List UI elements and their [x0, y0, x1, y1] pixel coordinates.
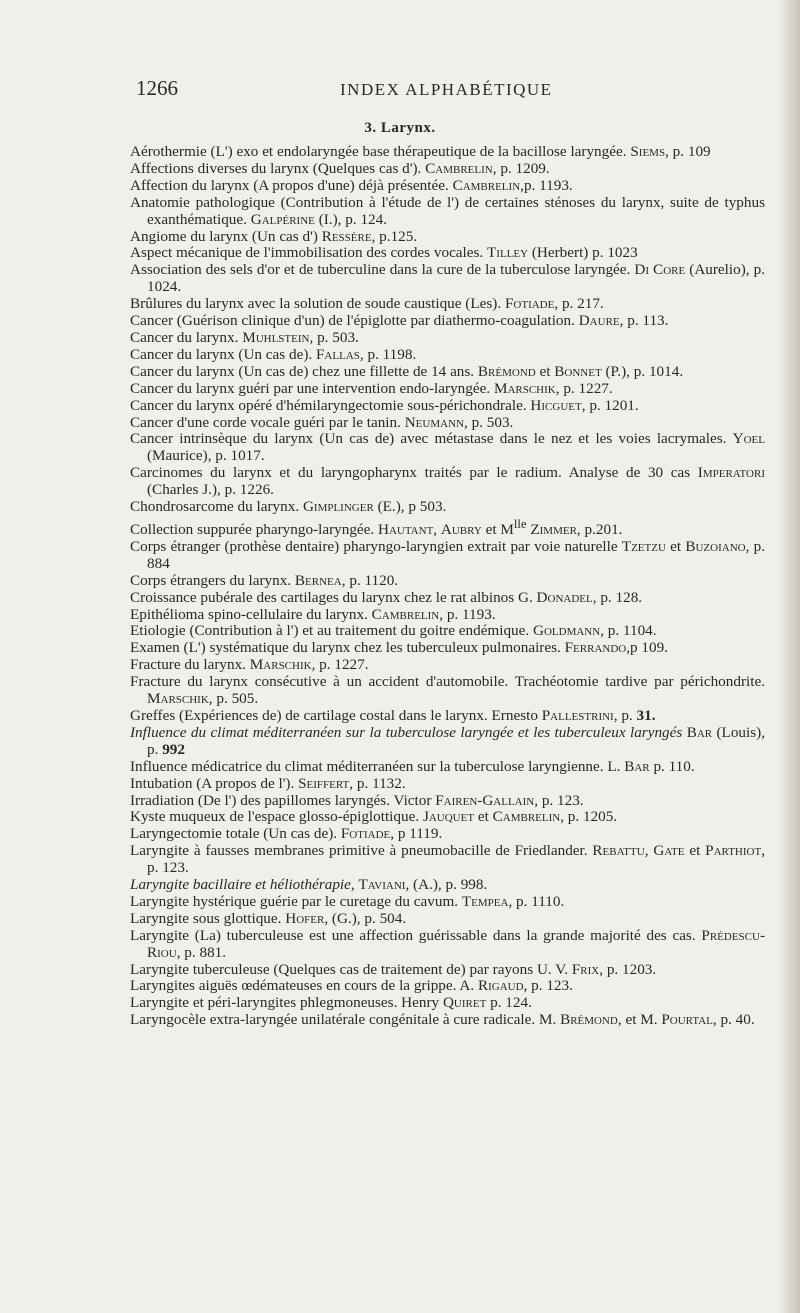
- index-entry: [130, 516, 765, 539]
- entry-text: (P.), p. 1014.: [601, 362, 684, 380]
- entry-text: (Charles J.), p. 1226.: [147, 481, 274, 499]
- entry-text: , p. 1193.: [439, 605, 496, 623]
- index-entry: [130, 793, 765, 810]
- page-number: 1266: [136, 76, 178, 100]
- entry-text: Laryngite à fausses membranes primitive à pneumobacille de Friedlander.: [130, 842, 593, 860]
- entry-text: , p. 503.: [309, 328, 359, 346]
- entry-text: Laryngites aiguës œdémateuses en cours de la grippe. A.: [130, 977, 478, 995]
- index-entry: [130, 623, 765, 640]
- entry-text: , p. 1104.: [600, 622, 657, 640]
- author-name: Cambrelin: [371, 605, 440, 623]
- index-entry: [130, 195, 765, 229]
- entry-text: Anatomie pathologique (Contribution à l'étude de l') de certaines sténoses du larynx, suite de typhus exanthématique.: [130, 193, 765, 228]
- entry-text: Aspect mécanique de l'immobilisation des cordes vocales.: [130, 244, 488, 262]
- index-entry: [130, 607, 765, 624]
- index-entry: [130, 573, 765, 590]
- index-entry: [130, 995, 765, 1012]
- author-name: Daure: [578, 312, 620, 330]
- entry-text: Cancer du larynx opéré d'hémilaryngectomie sous-périchondrale.: [130, 396, 531, 414]
- author-name: Frix: [571, 960, 600, 978]
- entry-text: Etiologie (Contribution à l') et au traitement du goitre endémique.: [130, 622, 533, 640]
- entry-text: , p. 1110.: [508, 892, 565, 910]
- author-name: Fotiade: [340, 825, 391, 843]
- author-name: Tempea: [461, 892, 509, 910]
- author-name: Marschik: [147, 690, 209, 708]
- index-entry: [130, 431, 765, 465]
- author-name: Tilley: [487, 244, 529, 262]
- entry-text: Cancer du larynx (Un cas de) chez une fillette de 14 ans.: [130, 362, 478, 380]
- author-name: Gimplinger: [302, 498, 374, 516]
- entry-text: ,: [644, 842, 654, 860]
- index-entry: [130, 539, 765, 573]
- author-name: Ressère: [321, 227, 372, 245]
- index-entry: [130, 962, 765, 979]
- entry-text: (I.), p. 124.: [314, 210, 388, 228]
- entry-text: Influence du climat méditerranéen sur la tuberculose laryngée et les tuberculeux laryngés: [130, 723, 683, 741]
- entry-text: Collection suppurée pharyngo-laryngée.: [130, 521, 378, 538]
- author-name: Muhlstein: [242, 328, 310, 346]
- author-name: Hautant: [377, 521, 434, 538]
- entry-text: ,p. 1193.: [520, 176, 573, 194]
- entry-text: Corps étrangers du larynx.: [130, 571, 295, 589]
- index-entry: [130, 161, 765, 178]
- entry-text: , p. 1205.: [560, 808, 618, 826]
- entry-text: (Maurice), p. 1017.: [147, 447, 265, 465]
- entry-text: , p. 1227.: [311, 656, 369, 674]
- author-name: Bar: [686, 723, 713, 741]
- entry-text: , (G.), p. 504.: [324, 909, 407, 927]
- author-name: Gate: [653, 842, 685, 860]
- author-name: Galpérine: [250, 210, 315, 228]
- entry-text: , p. 505.: [208, 690, 259, 708]
- index-entry: [130, 978, 765, 995]
- author-name: Brémond: [477, 362, 536, 380]
- page-edge-shadow: [778, 0, 800, 1313]
- author-name: Yoel: [732, 430, 765, 448]
- entry-text: Cancer du larynx (Un cas de).: [130, 345, 316, 363]
- entry-text: p. 110.: [649, 757, 695, 775]
- entry-text: Brûlures du larynx avec la solution de soude caustique (Les).: [130, 295, 505, 313]
- entry-text: (Herbert) p. 1023: [528, 244, 638, 262]
- index-entry: [130, 262, 765, 296]
- entry-text: Epithélioma spino-cellulaire du larynx.: [130, 605, 372, 623]
- entry-text: Affection du larynx (A propos d'une) déjà présentée.: [130, 176, 453, 194]
- page-header: [136, 76, 766, 102]
- index-entry: [130, 144, 765, 161]
- entry-text: p. 124.: [486, 994, 532, 1012]
- entry-text: 992: [162, 740, 185, 758]
- index-entry: [130, 381, 765, 398]
- index-entry: [130, 313, 765, 330]
- entry-text: , p. 503.: [463, 413, 514, 431]
- entry-text: , p. 1120.: [341, 571, 399, 589]
- entry-text: , p. 123.: [147, 842, 765, 877]
- entry-text: Examen (L') systématique du larynx chez les tuberculeux pulmonaires.: [130, 639, 565, 657]
- author-name: Pourtal: [661, 1011, 713, 1029]
- author-name: Seiffert: [298, 774, 350, 792]
- index-entry: [130, 674, 765, 708]
- author-name: Cambrelin: [492, 808, 561, 826]
- index-entry: [130, 708, 765, 725]
- entry-text: (Louis), p.: [147, 723, 765, 758]
- entry-text: Carcinomes du larynx et du laryngopharynx traités par le radium. Analyse de 30 cas: [130, 464, 698, 482]
- author-name: Prédescu-Riou: [147, 926, 765, 961]
- author-name: Cambrelin: [425, 159, 493, 177]
- entry-text: , p. 113.: [619, 312, 669, 330]
- entry-text: et: [474, 808, 493, 826]
- entry-text: Laryngocèle extra-laryngée unilatérale congénitale à cure radicale. M.: [130, 1011, 561, 1029]
- index-entry: [130, 725, 765, 759]
- index-entry: [130, 759, 765, 776]
- author-name: Hofer: [285, 909, 325, 927]
- entry-text: , p. 123.: [523, 977, 573, 995]
- entry-text: Cancer d'une corde vocale guéri par le tanin.: [130, 413, 405, 431]
- author-name: Neumann: [404, 413, 464, 431]
- entry-text: et: [665, 537, 686, 555]
- index-entry: [130, 465, 765, 499]
- index-entry: [130, 1012, 765, 1029]
- entry-text: et: [684, 842, 706, 860]
- entry-text: Laryngite sous glottique.: [130, 909, 286, 927]
- entry-text: , p. 1227.: [555, 379, 613, 397]
- entry-text: Laryngectomie totale (Un cas de).: [130, 825, 341, 843]
- entry-text: , p. 1132.: [349, 774, 406, 792]
- index-entry: [130, 330, 765, 347]
- entry-text: Irradiation (De l') des papillomes laryngés. Victor: [130, 791, 436, 809]
- entry-text: Croissance pubérale des cartilages du larynx chez le rat albinos G.: [130, 588, 537, 606]
- entry-text: , (A.), p. 998.: [405, 876, 488, 894]
- author-name: Ferrando: [564, 639, 627, 657]
- index-entry: [130, 398, 765, 415]
- entry-text: , p 1119.: [390, 825, 443, 843]
- entry-text: , p. 1198.: [359, 345, 417, 363]
- index-entry: [130, 364, 765, 381]
- running-title: INDEX ALPHABÉTIQUE: [340, 80, 553, 99]
- index-entry: [130, 347, 765, 364]
- entry-text: Fracture du larynx.: [130, 656, 250, 674]
- author-name: Bonnet: [554, 362, 602, 380]
- entry-text: (E.), p 503.: [373, 498, 447, 516]
- entry-text: , p. 123.: [534, 791, 584, 809]
- entry-text: , p. 217.: [554, 295, 604, 313]
- entry-text: Association des sels d'or et de tuberculine dans la cure de la tuberculose laryngée.: [130, 261, 635, 279]
- author-name: Pallestrini: [541, 706, 614, 724]
- index-entry: [130, 245, 765, 262]
- entry-text: Chondrosarcome du larynx.: [130, 498, 303, 516]
- index-entry: [130, 877, 765, 894]
- entry-text: Influence médicatrice du climat méditerranéen sur la tuberculose laryngienne. L.: [130, 757, 625, 775]
- author-name: Fallas: [315, 345, 360, 363]
- author-name: Brémond: [560, 1011, 618, 1029]
- author-name: Donadel: [536, 588, 593, 606]
- author-name: Bar: [624, 757, 650, 775]
- entry-text: , et M.: [617, 1011, 662, 1029]
- entry-text: , p.201.: [576, 521, 623, 538]
- author-name: Rigaud: [477, 977, 524, 995]
- entry-text: Aérothermie (L') exo et endolaryngée base thérapeutique de la bacillose laryngée.: [130, 143, 631, 160]
- author-name: Parthiot: [705, 842, 762, 860]
- entry-text: , p. 109: [665, 143, 711, 160]
- entry-text: , p. 1209.: [492, 159, 550, 177]
- entry-text: Intubation (A propos de l').: [130, 774, 299, 792]
- author-name: Quiret: [442, 994, 487, 1012]
- entry-text: Laryngite (La) tuberculeuse est une affection guérissable dans la grande majorité des cas.: [130, 926, 702, 944]
- entry-text: , p.: [613, 706, 637, 724]
- index-entry: [130, 415, 765, 432]
- entry-text: , p.125.: [371, 227, 418, 245]
- author-name: Tzetzu: [621, 537, 666, 555]
- entry-text: Affections diverses du larynx (Quelques cas d').: [130, 159, 426, 177]
- author-name: Siems: [630, 143, 666, 160]
- author-name: Imperatori: [697, 464, 765, 482]
- index-entry: [130, 590, 765, 607]
- author-name: Aubry: [440, 521, 482, 538]
- entry-text: Cancer du larynx.: [130, 328, 243, 346]
- index-entry: [130, 928, 765, 962]
- author-name: Marschik: [249, 656, 312, 674]
- author-name: Jauquet: [422, 808, 475, 826]
- index-entry: [130, 894, 765, 911]
- index-entry: [130, 229, 765, 246]
- author-name: Rebattu: [592, 842, 645, 860]
- author-name: Marschik: [493, 379, 556, 397]
- index-entry: [130, 843, 765, 877]
- entry-text: Kyste muqueux de l'espace glosso-épiglottique.: [130, 808, 423, 826]
- index-entry: [130, 296, 765, 313]
- author-name: Taviani: [358, 876, 406, 894]
- author-name: Goldmann: [533, 622, 601, 640]
- index-entry: [130, 640, 765, 657]
- author-name: Bernea: [294, 571, 342, 589]
- entry-text: et M: [481, 521, 514, 538]
- index-entry: [130, 499, 765, 516]
- entry-text: Laryngite hystérique guérie par le curetage du cavum.: [130, 892, 462, 910]
- author-name: Di Core: [634, 261, 686, 279]
- entry-text: , p. 1201.: [581, 396, 639, 414]
- entry-text: Cancer intrinsèque du larynx (Un cas de) avec métastase dans le nez et les voies lacrymales.: [130, 430, 733, 448]
- entry-text: Cancer du larynx guéri par une intervention endo-laryngée.: [130, 379, 494, 397]
- entry-text: ,: [433, 521, 441, 538]
- author-name: Fairen-Gallain: [435, 791, 535, 809]
- index-entry: [130, 776, 765, 793]
- entry-text: , p. 1203.: [599, 960, 657, 978]
- section-title: 3. Larynx.: [364, 120, 436, 136]
- entry-text: ,p 109.: [626, 639, 668, 657]
- entry-text: Greffes (Expériences de) de cartilage costal dans le larynx. Ernesto: [130, 706, 542, 724]
- entry-text: Laryngite et péri-laryngites phlegmoneuses. Henry: [130, 994, 443, 1012]
- author-name: Fotiade: [504, 295, 555, 313]
- entry-text: , p. 884: [147, 537, 765, 572]
- entry-text: Cancer (Guérison clinique d'un) de l'épiglotte par diathermo-coagulation.: [130, 312, 579, 330]
- entry-text: , p. 40.: [712, 1011, 755, 1029]
- entry-text: , p. 881.: [176, 943, 227, 961]
- entry-text: (Aurelio), p. 1024.: [147, 261, 766, 296]
- entry-text: Angiome du larynx (Un cas d'): [130, 227, 322, 245]
- entry-text: Fracture du larynx consécutive à un accident d'automobile. Trachéotomie tardive par périchondrite.: [130, 673, 765, 691]
- entry-text: Corps étranger (prothèse dentaire) pharyngo-laryngien extrait par voie naturelle: [130, 537, 622, 555]
- author-name: Buzoiano: [685, 537, 746, 555]
- entry-text: lle: [513, 516, 527, 531]
- author-name: Hicguet: [530, 396, 582, 414]
- index-entry-list: [130, 144, 765, 1029]
- entry-text: Laryngite bacillaire et héliothérapie,: [130, 876, 355, 894]
- index-entry: [130, 178, 765, 195]
- index-entry: [130, 911, 765, 928]
- entry-text: , p. 128.: [592, 588, 643, 606]
- author-name: Zimmer: [530, 521, 577, 538]
- entry-text: 31.: [636, 706, 656, 724]
- entry-text: Laryngite tuberculeuse (Quelques cas de traitement de) par rayons U. V.: [130, 960, 572, 978]
- entry-text: et: [535, 362, 555, 380]
- index-entry: [130, 657, 765, 674]
- index-entry: [130, 809, 765, 826]
- index-entry: [130, 826, 765, 843]
- author-name: Cambrelin: [452, 176, 521, 194]
